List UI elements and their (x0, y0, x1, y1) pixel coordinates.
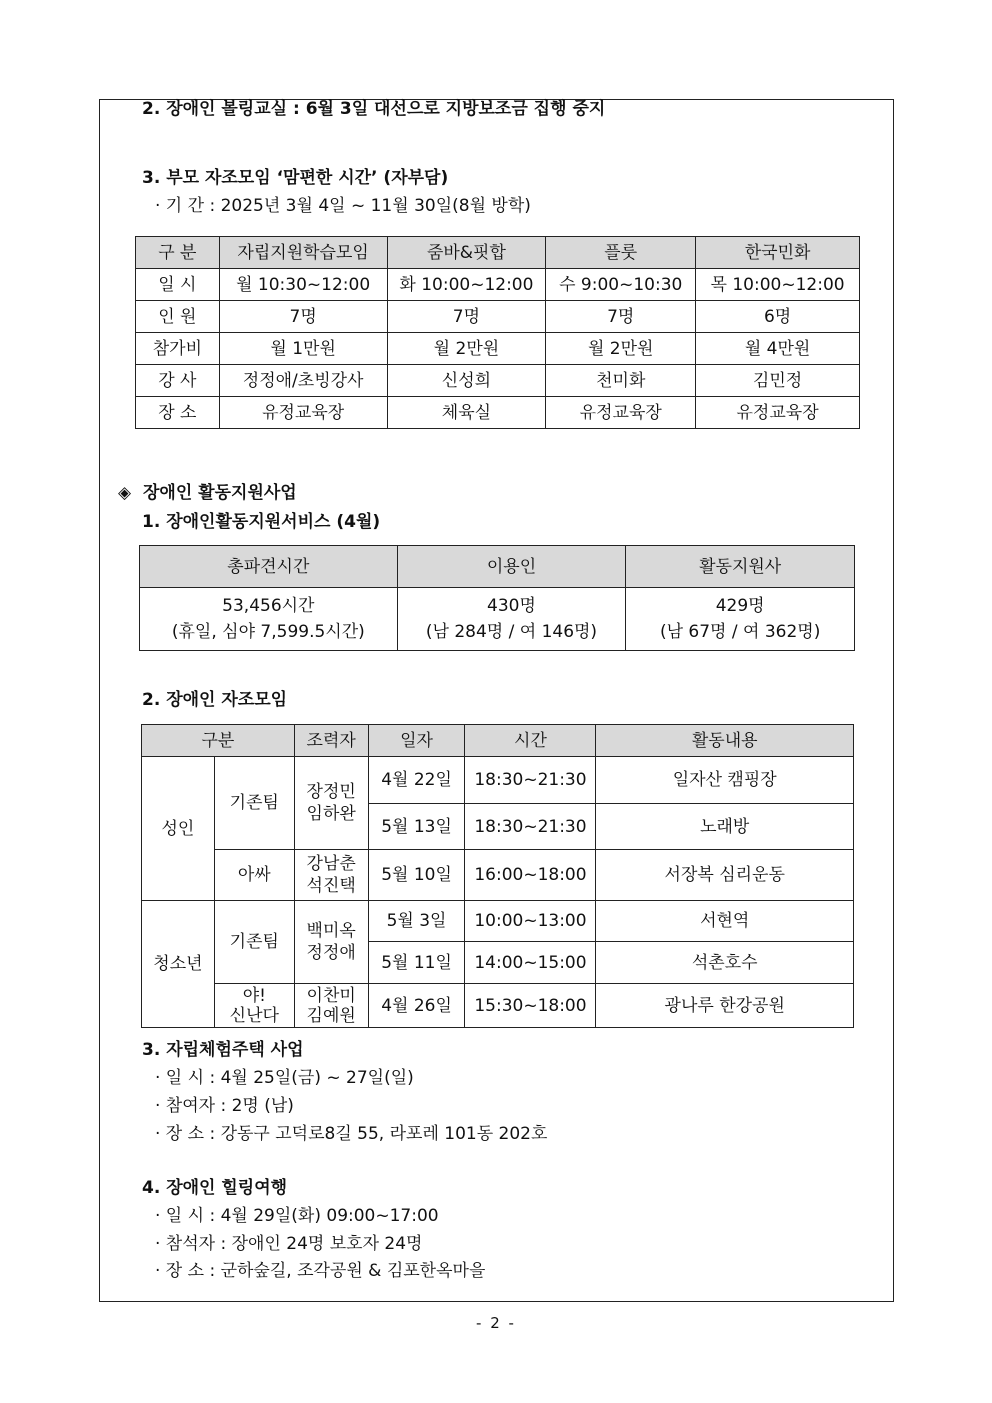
table-header-cell: 일자 (368, 725, 465, 757)
housing-date: · 일 시 : 4월 25일(금) ~ 27일(일) (155, 1068, 414, 1088)
team-name-line: 야! (242, 985, 266, 1006)
table-header-cell: 한국민화 (696, 237, 860, 269)
selfhelp-table (141, 724, 854, 1028)
table-header-cell: 구분 (142, 725, 295, 757)
section-title-text: 장애인 활동지원사업 (143, 483, 297, 503)
helper-cell (294, 984, 368, 1028)
table-header-cell: 조력자 (294, 725, 368, 757)
trip-heading: 4. 장애인 힐링여행 (142, 1178, 288, 1198)
section-title (118, 482, 297, 504)
table-header-cell: 플룻 (546, 237, 696, 269)
team-label: 기존팀 (214, 757, 294, 850)
row-label: 참가비 (136, 333, 220, 365)
date-cell: 5월 13일 (368, 804, 465, 850)
helper-name: 김예원 (306, 1005, 356, 1026)
parents-heading: 3. 부모 자조모임 ‘맘편한 시간’ (자부담) (142, 168, 449, 188)
table-cell: 월 2만원 (387, 333, 546, 365)
table-row (136, 333, 860, 365)
helper-name: 임하완 (306, 804, 356, 824)
table-row (142, 984, 854, 1028)
table-header-cell: 줌바&핏합 (387, 237, 546, 269)
table-cell: 유정교육장 (546, 397, 696, 429)
row-label: 장 소 (136, 397, 220, 429)
table-cell: 김민정 (696, 365, 860, 397)
table-cell: 유정교육장 (696, 397, 860, 429)
table-header-cell: 활동지원사 (626, 546, 855, 588)
table-cell: 유정교육장 (219, 397, 387, 429)
helper-cell (294, 901, 368, 984)
table-cell: 정정애/초빙강사 (219, 365, 387, 397)
table-row (142, 901, 854, 942)
table-cell (140, 588, 398, 651)
housing-place: · 장 소 : 강동구 고덕로8길 55, 라포레 101동 202호 (155, 1124, 548, 1144)
users-detail: (남 284명 / 여 146명) (425, 622, 598, 642)
total-hours-detail: (휴일, 심야 7,599.5시간) (171, 622, 365, 642)
table-header-cell: 활동내용 (596, 725, 854, 757)
table-cell: 월 2만원 (546, 333, 696, 365)
table-cell: 목 10:00~12:00 (696, 269, 860, 301)
table-header-cell: 구 분 (136, 237, 220, 269)
group-label: 청소년 (142, 901, 215, 1028)
date-cell: 5월 11일 (368, 942, 465, 984)
parents-table (135, 236, 860, 429)
helper-name: 강남춘 (306, 854, 356, 874)
time-cell: 16:00~18:00 (465, 850, 596, 901)
row-label: 인 원 (136, 301, 220, 333)
team-label: 아싸 (214, 850, 294, 901)
table-row (140, 588, 855, 651)
date-cell: 5월 10일 (368, 850, 465, 901)
bowling-heading: 2. 장애인 볼링교실 : 6월 3일 대선으로 지방보조금 집행 중지 (142, 99, 606, 119)
time-cell: 18:30~21:30 (465, 804, 596, 850)
table-cell: 7명 (219, 301, 387, 333)
time-cell: 18:30~21:30 (465, 757, 596, 804)
table-row (142, 757, 854, 804)
activity-cell: 서장복 심리운동 (596, 850, 854, 901)
housing-participants: · 참여자 : 2명 (남) (155, 1096, 294, 1116)
table-cell: 7명 (387, 301, 546, 333)
table-row (136, 397, 860, 429)
time-cell: 14:00~15:00 (465, 942, 596, 984)
table-row (136, 301, 860, 333)
table-cell: 천미화 (546, 365, 696, 397)
time-cell: 15:30~18:00 (465, 984, 596, 1028)
group-label: 성인 (142, 757, 215, 901)
table-cell: 월 10:30~12:00 (219, 269, 387, 301)
table-header-cell: 이용인 (397, 546, 626, 588)
parents-period: · 기 간 : 2025년 3월 4일 ~ 11월 30일(8월 방학) (155, 196, 531, 216)
trip-date: · 일 시 : 4월 29일(화) 09:00~17:00 (155, 1206, 439, 1226)
activity-cell: 석촌호수 (596, 942, 854, 984)
helper-name: 정정애 (306, 943, 356, 963)
users-count: 430명 (487, 596, 536, 616)
table-cell: 신성희 (387, 365, 546, 397)
helper-cell (294, 850, 368, 901)
selfhelp-heading: 2. 장애인 자조모임 (142, 690, 288, 710)
helper-name: 석진택 (306, 876, 356, 896)
date-cell: 4월 22일 (368, 757, 465, 804)
table-cell: 6명 (696, 301, 860, 333)
table-row (136, 269, 860, 301)
assistants-count: 429명 (715, 596, 765, 616)
team-label: 기존팀 (214, 901, 294, 984)
date-cell: 5월 3일 (368, 901, 465, 942)
helper-cell (294, 757, 368, 850)
table-cell: 7명 (546, 301, 696, 333)
activity-cell: 노래방 (596, 804, 854, 850)
helper-name: 백미옥 (306, 921, 356, 941)
time-cell: 10:00~13:00 (465, 901, 596, 942)
table-header-cell: 자립지원학습모임 (219, 237, 387, 269)
row-label: 일 시 (136, 269, 220, 301)
table-row (136, 365, 860, 397)
service-table (139, 545, 855, 651)
table-header-cell: 총파견시간 (140, 546, 398, 588)
diamond-icon: ◈ (118, 483, 132, 503)
row-label: 강 사 (136, 365, 220, 397)
activity-cell: 서현역 (596, 901, 854, 942)
total-hours: 53,456시간 (222, 596, 315, 616)
table-cell: 월 1만원 (219, 333, 387, 365)
activity-cell: 광나루 한강공원 (596, 984, 854, 1028)
table-header-cell: 시간 (465, 725, 596, 757)
table-cell: 수 9:00~10:30 (546, 269, 696, 301)
housing-heading: 3. 자립체험주택 사업 (142, 1040, 304, 1060)
date-cell: 4월 26일 (368, 984, 465, 1028)
table-cell (626, 588, 855, 651)
trip-attendees: · 참석자 : 장애인 24명 보호자 24명 (155, 1234, 423, 1254)
table-cell: 월 4만원 (696, 333, 860, 365)
helper-name: 장정민 (306, 782, 356, 802)
table-cell: 체육실 (387, 397, 546, 429)
table-row (142, 850, 854, 901)
assistants-detail: (남 67명 / 여 362명) (659, 622, 821, 642)
service-heading: 1. 장애인활동지원서비스 (4월) (142, 512, 381, 532)
helper-name: 이찬미 (306, 985, 356, 1006)
team-label (214, 984, 294, 1028)
page-number: - 2 - (476, 1314, 516, 1332)
team-name-line: 신난다 (229, 1005, 279, 1026)
table-cell: 화 10:00~12:00 (387, 269, 546, 301)
table-cell (397, 588, 626, 651)
trip-place: · 장 소 : 군하숲길, 조각공원 & 김포한옥마을 (155, 1261, 486, 1281)
activity-cell: 일자산 캠핑장 (596, 757, 854, 804)
